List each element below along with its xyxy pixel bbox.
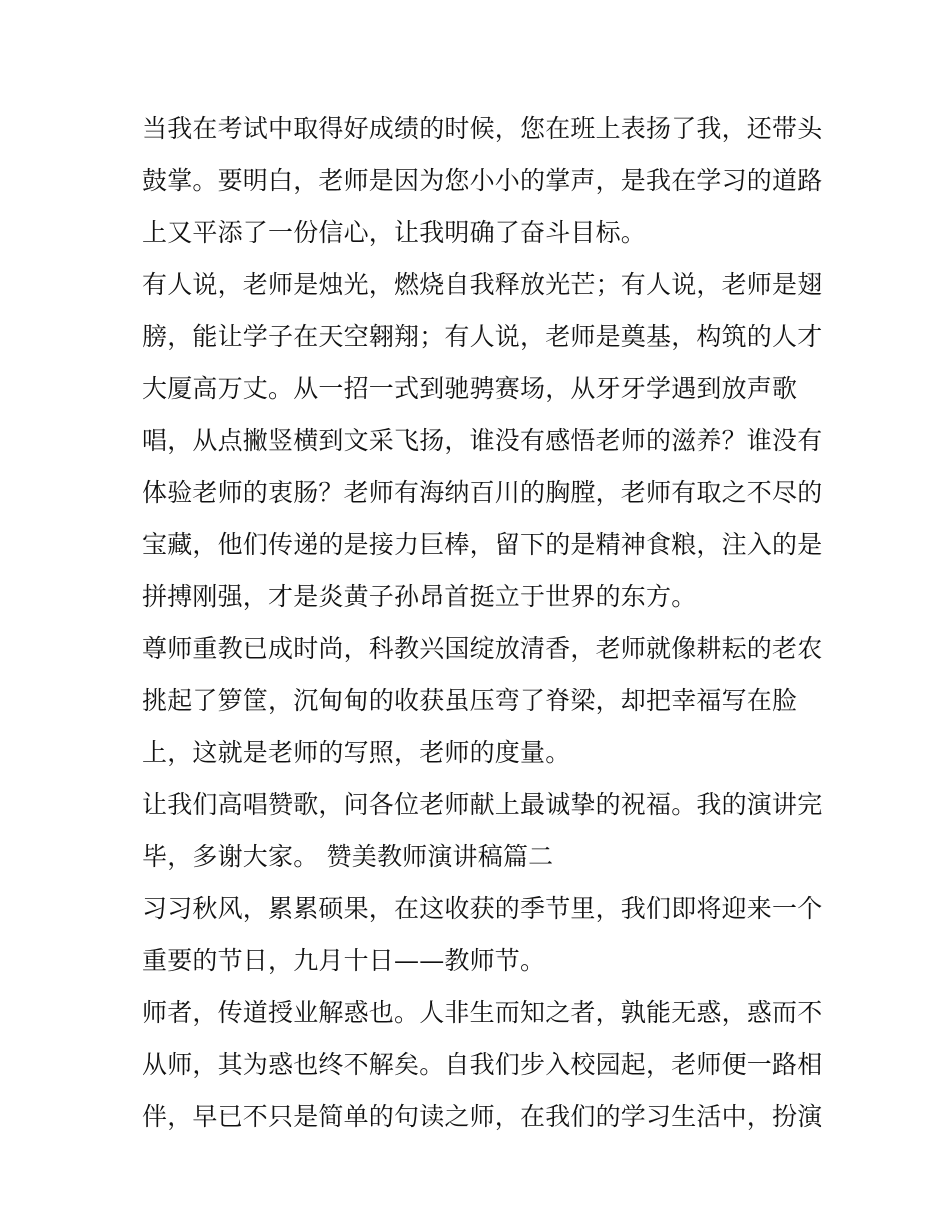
- text-line: 鼓掌。要明白，老师是因为您小小的掌声，是我在学习的道路: [142, 166, 823, 195]
- text-line: 师者，传道授业解惑也。人非生而知之者，孰能无惑，惑而不: [142, 998, 823, 1027]
- text-line: 拼搏刚强，才是炎黄子孙昂首挺立于世界的东方。: [142, 582, 697, 611]
- text-line: 宝藏，他们传递的是接力巨棒，留下的是精神食粮，注入的是: [142, 530, 823, 559]
- text-line: 大厦高万丈。从一招一式到驰骋赛场，从牙牙学遇到放声歌: [142, 374, 798, 403]
- text-line: 从师，其为惑也终不解矣。自我们步入校园起，老师便一路相: [142, 1050, 823, 1079]
- text-line: 体验老师的衷肠？老师有海纳百川的胸膛，老师有取之不尽的: [142, 478, 823, 507]
- text-line: 尊师重教已成时尚，科教兴国绽放清香，老师就像耕耘的老农: [142, 634, 823, 663]
- text-line: 当我在考试中取得好成绩的时候，您在班上表扬了我，还带头: [142, 114, 823, 143]
- text-line: 伴，早已不只是简单的句读之师，在我们的学习生活中，扮演: [142, 1102, 823, 1131]
- text-line: 上，这就是老师的写照，老师的度量。: [142, 738, 571, 767]
- text-line: 习习秋风，累累硕果，在这收获的季节里，我们即将迎来一个: [142, 894, 823, 923]
- text-line: 让我们高唱赞歌，问各位老师献上最诚挚的祝福。我的演讲完: [142, 790, 823, 819]
- text-line: 唱，从点撇竖横到文采飞扬，谁没有感悟老师的滋养？谁没有: [142, 426, 823, 455]
- document-body: [142, 103, 822, 1143]
- text-line: 膀，能让学子在天空翱翔；有人说，老师是奠基，构筑的人才: [142, 322, 823, 351]
- text-line: 有人说，老师是烛光，燃烧自我释放光芒；有人说，老师是翅: [142, 270, 823, 299]
- text-line: 重要的节日，九月十日——教师节。: [142, 946, 546, 975]
- text-line: 毕，多谢大家。 赞美教师演讲稿篇二: [142, 842, 554, 871]
- text-line: 挑起了箩筐，沉甸甸的收获虽压弯了脊梁，却把幸福写在脸: [142, 686, 798, 715]
- text-line: 上又平添了一份信心，让我明确了奋斗目标。: [142, 218, 647, 247]
